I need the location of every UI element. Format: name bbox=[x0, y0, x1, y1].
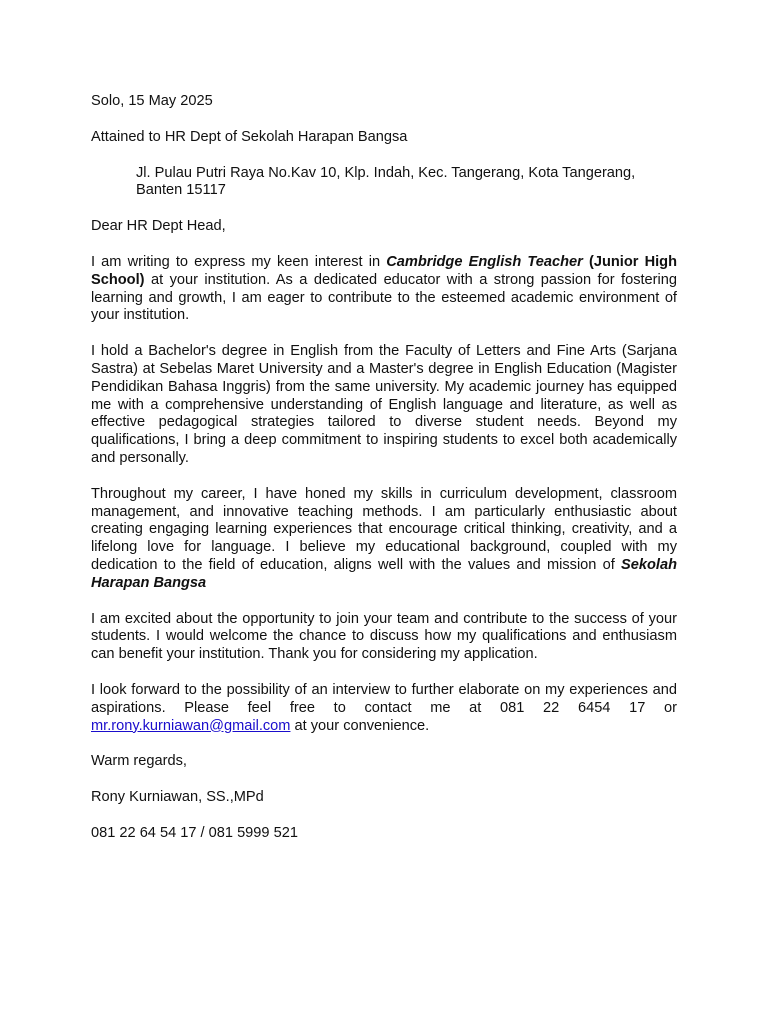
contact-text-pre: I look forward to the possibility of an interview to further elaborate on my experiences and aspirations. Please feel free to contact me at 081 22 6454 17 or bbox=[91, 681, 677, 716]
position-level: (Junior High School) bbox=[91, 253, 677, 288]
letter-page bbox=[91, 93, 677, 843]
intro-text-post: at your institution. As a dedicated educator with a strong passion for fostering learning and growth, I am eager to contribute to the esteemed academic environment of your institution. bbox=[91, 271, 677, 324]
letter-date: Solo, 15 May 2025 bbox=[91, 93, 213, 109]
paragraph-excitement: I am excited about the opportunity to join your team and contribute to the success of your students. I would welcome the chance to discuss how my qualifications and enthusiasm can benefit your institution. Thank you for considering my application. bbox=[91, 610, 677, 663]
closing: Warm regards, bbox=[91, 753, 187, 770]
paragraph-career bbox=[91, 486, 677, 593]
paragraph-intro bbox=[91, 254, 677, 325]
paragraph-education: I hold a Bachelor's degree in English from the Faculty of Letters and Fine Arts (Sarjana Sastra) at Sebelas Maret University and a Master's degree in English Education (Magister Pendidikan Bahasa Inggris) from the same university. My academic journey has equipped me with a comprehensive understanding of English language and literature, as well as effective pedagogical strategies tailored to diverse student needs. Beyond my qualifications, I bring a deep commitment to inspiring students to excel both academically and personally. bbox=[91, 343, 677, 466]
signature-name: Rony Kurniawan, SS.,MPd bbox=[91, 789, 264, 806]
email-link[interactable]: mr.rony.kurniawan@gmail.com bbox=[91, 717, 291, 734]
school-name: Sekolah Harapan Bangsa bbox=[91, 556, 677, 591]
position-title: Cambridge English Teacher bbox=[386, 253, 583, 270]
address-line-2: Banten 15117 bbox=[136, 182, 226, 199]
paragraph-contact bbox=[91, 682, 677, 735]
salutation: Dear HR Dept Head, bbox=[91, 218, 226, 235]
recipient-address bbox=[136, 165, 677, 201]
intro-text-pre: I am writing to express my keen interest in bbox=[91, 253, 387, 270]
phone-numbers: 081 22 64 54 17 / 081 5999 521 bbox=[91, 824, 298, 841]
contact-text-post: at your convenience. bbox=[290, 717, 430, 734]
career-text: Throughout my career, I have honed my skills in curriculum development, classroom management, and innovative teaching methods. I am particularly enthusiastic about creating engaging learning experiences that encourage critical thinking, creativity, and a lifelong love for language. I believe my educational background, coupled with my dedication to the field of education, aligns well with the values and mission of bbox=[91, 485, 677, 573]
attention-line: Attained to HR Dept of Sekolah Harapan Bangsa bbox=[91, 128, 408, 145]
address-line-1: Jl. Pulau Putri Raya No.Kav 10, Klp. Indah, Kec. Tangerang, Kota Tangerang, bbox=[136, 164, 636, 181]
